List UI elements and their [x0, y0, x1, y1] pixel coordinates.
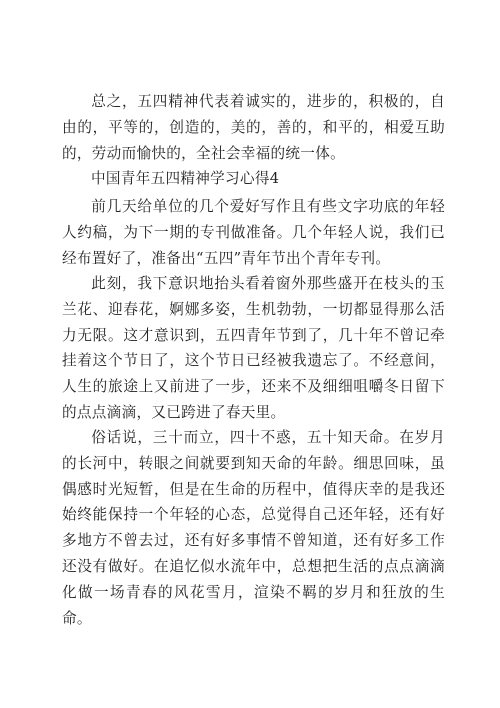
paragraph-age: 俗话说，三十而立，四十不惑，五十知天命。在岁月的长河中，转眼之间就要到知天命的年龄。细思回味，虽偶感时光短暂，但是在生命的历程中，值得庆幸的是我还始终能保持一个年轻的心态，总觉得自己还年轻，还有好多地方不曾去过，还有好多事情不曾知道，还有好多工作还没有做好。在追忆似水流年中，总想把生活的点点滴滴化做一场青春的风花雪月，渲染不羁的岁月和狂放的生命。 [62, 429, 445, 627]
paragraph-spring: 此刻，我下意识地抬头看着窗外那些盛开在枝头的玉兰花、迎春花，婀娜多姿，生机勃勃，一切都显得那么活力无限。这才意识到，五四青年节到了，几十年不曾记牵挂着这个节日了，这个节日已经被我遗忘了。不经意间，人生的旅途上又前进了一步，还来不及细细咀嚼冬日留下的点点滴滴，又已跨进了春天里。 [62, 275, 445, 421]
paragraph-summary: 总之，五四精神代表着诚实的，进步的，积极的，自由的，平等的，创造的，美的，善的，和平的，相爱互助的，劳动而愉快的，全社会幸福的统一体。 [62, 93, 445, 162]
section-title: 中国青年五四精神学习心得4 [91, 170, 280, 187]
paragraph-invitation: 前几天给单位的几个爱好写作且有些文字功底的年轻人约稿，为下一期的专刊做准备。几个年轻人说，我们已经布置好了，准备出“五四”青年节出个青年专刊。 [62, 198, 445, 267]
